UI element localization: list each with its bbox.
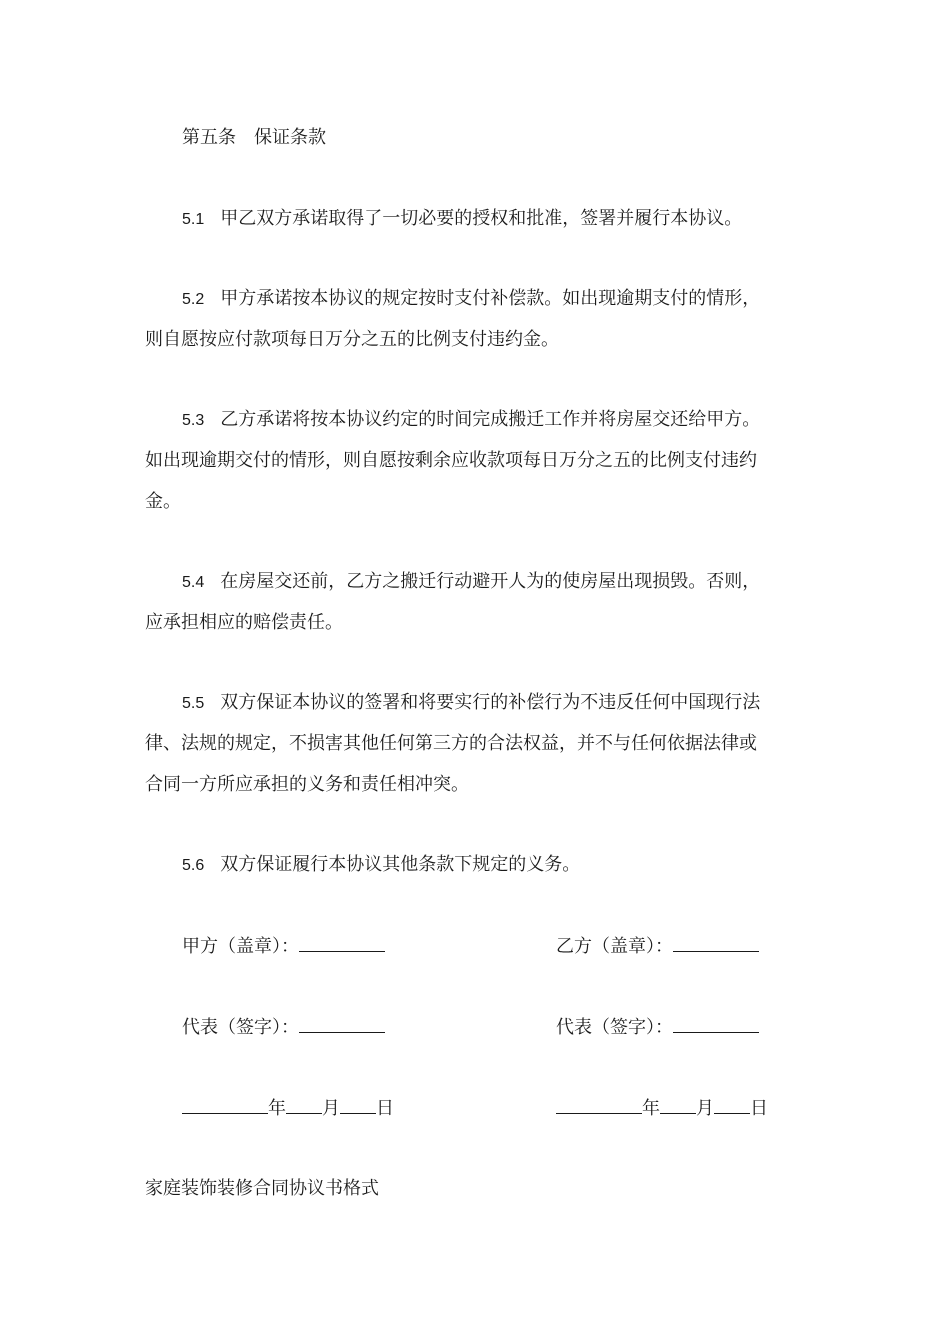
article-heading: [182, 126, 326, 150]
date-year-blank[interactable]: [182, 1095, 268, 1114]
clause-5-5-cont-1: 律、法规的规定，不损害其他任何第三方的合法权益，并不与任何依据法律或: [145, 733, 757, 754]
clause-number: 5.6: [182, 857, 205, 874]
next-document-title: 家庭装饰装修合同协议书格式: [145, 1178, 379, 1199]
clause-text: 双方保证履行本协议其他条款下规定的义务。: [220, 854, 581, 875]
party-b-rep: [556, 1014, 759, 1040]
party-a-seal-blank[interactable]: [299, 933, 385, 952]
year-label: 年: [642, 1098, 660, 1119]
clause-5-4-cont: 应承担相应的赔偿责任。: [145, 612, 343, 633]
clause-number: 5.5: [182, 695, 205, 712]
party-a-seal: [182, 933, 385, 959]
date-month-blank[interactable]: [660, 1095, 696, 1114]
party-a-date: [182, 1095, 394, 1121]
clause-text: 乙方承诺将按本协议约定的时间完成搬迁工作并将房屋交还给甲方。: [220, 409, 761, 430]
party-b-date: [556, 1095, 768, 1121]
clause-text: 在房屋交还前，乙方之搬迁行动避开人为的使房屋出现损毁。否则，: [220, 571, 761, 592]
clause-number: 5.4: [182, 574, 205, 591]
party-a-rep: [182, 1014, 385, 1040]
party-b-seal: [556, 933, 759, 959]
date-day-blank[interactable]: [340, 1095, 376, 1114]
date-day-blank[interactable]: [714, 1095, 750, 1114]
clause-5-5-cont-2: 合同一方所应承担的义务和责任相冲突。: [145, 774, 469, 795]
party-b-seal-label: 乙方（盖章）：: [556, 936, 673, 957]
clause-5-3-cont-2: 金。: [145, 491, 181, 512]
party-a-seal-label: 甲方（盖章）：: [182, 936, 299, 957]
clause-text: 甲方承诺按本协议的规定按时支付补偿款。如出现逾期支付的情形，: [220, 288, 761, 309]
clause-number: 5.3: [182, 412, 205, 429]
clause-5-5: [182, 691, 760, 716]
clause-5-2-cont: 则自愿按应付款项每日万分之五的比例支付违约金。: [145, 329, 559, 350]
clause-number: 5.1: [182, 211, 205, 228]
article-number: 第五条: [182, 127, 236, 148]
date-month-blank[interactable]: [286, 1095, 322, 1114]
party-b-rep-label: 代表（签字）：: [556, 1017, 673, 1038]
article-title: 保证条款: [254, 127, 326, 148]
day-label: 日: [750, 1098, 768, 1119]
clause-number: 5.2: [182, 291, 205, 308]
month-label: 月: [696, 1098, 714, 1119]
party-a-rep-label: 代表（签字）：: [182, 1017, 299, 1038]
party-b-rep-blank[interactable]: [673, 1014, 759, 1033]
clause-text: 甲乙双方承诺取得了一切必要的授权和批准，签署并履行本协议。: [220, 208, 743, 229]
clause-5-2: [182, 287, 760, 312]
party-b-seal-blank[interactable]: [673, 933, 759, 952]
clause-5-3: [182, 408, 760, 433]
year-label: 年: [268, 1098, 286, 1119]
clause-5-1: [182, 207, 742, 232]
month-label: 月: [322, 1098, 340, 1119]
clause-5-6: [182, 853, 580, 878]
clause-5-3-cont-1: 如出现逾期交付的情形，则自愿按剩余应收款项每日万分之五的比例支付违约: [145, 450, 757, 471]
clause-text: 双方保证本协议的签署和将要实行的补偿行为不违反任何中国现行法: [220, 692, 761, 713]
party-a-rep-blank[interactable]: [299, 1014, 385, 1033]
clause-5-4: [182, 570, 760, 595]
date-year-blank[interactable]: [556, 1095, 642, 1114]
day-label: 日: [376, 1098, 394, 1119]
